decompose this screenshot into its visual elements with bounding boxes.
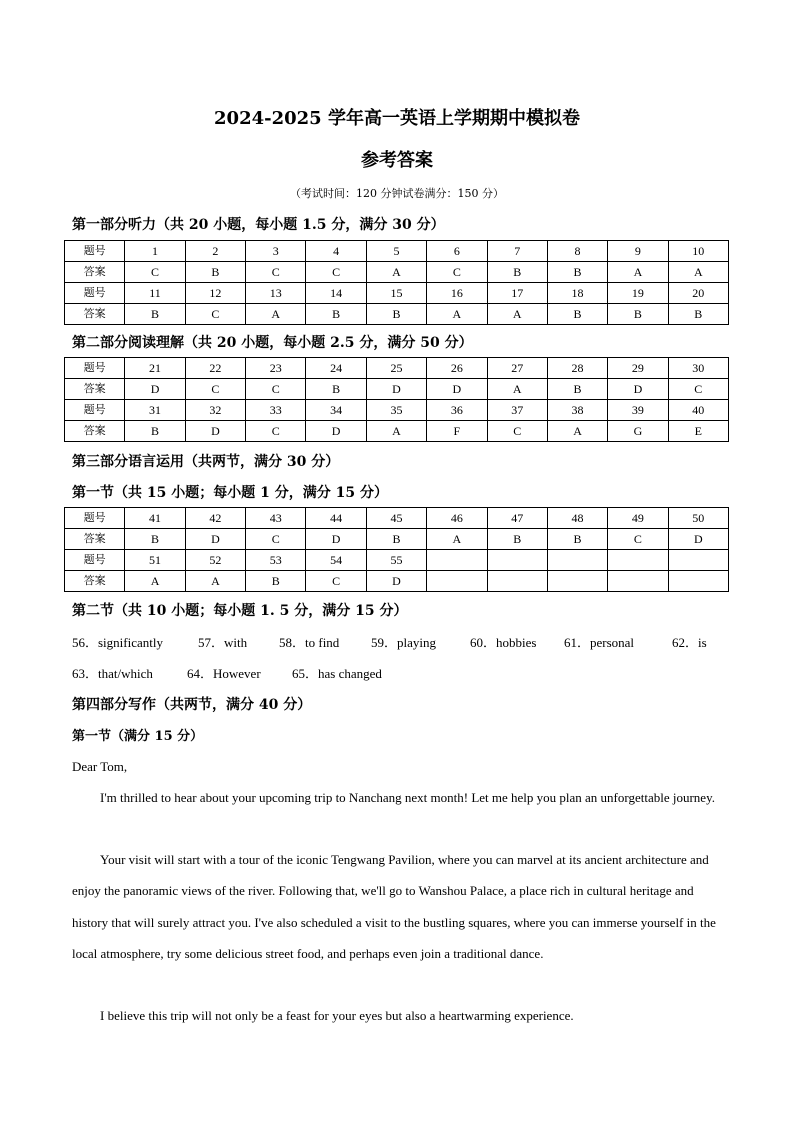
page-subtitle: 参考答案 [361,150,433,171]
answer-cell: F [427,421,487,442]
answer-cell: C [246,529,306,550]
part3-heading: 第三部分语言运用（共两节，满分 30 分） [72,454,340,470]
page-title: 2024-2025 学年高一英语上学期期中模拟卷 [214,108,580,129]
answer-cell: 38 [547,400,607,421]
answer-cell: E [668,421,728,442]
answer-cell: 15 [366,283,426,304]
answer-cell: 37 [487,400,547,421]
answer-cell: 31 [125,400,185,421]
answer-cell [427,550,487,571]
answer-cell: 53 [246,550,306,571]
answer-cell: 14 [306,283,366,304]
answer-cell: B [547,262,607,283]
answer-cell: A [366,262,426,283]
answer-cell: A [487,304,547,325]
table-row [65,304,729,325]
answer-cell [668,571,728,592]
table-row [65,262,729,283]
answer-cell: B [547,304,607,325]
part3-answer-table [64,507,729,592]
table-row [65,241,729,262]
row-label-cell: 题号 [65,283,125,304]
answer-cell [487,550,547,571]
answer-cell: 13 [246,283,306,304]
letter-paragraph: I'm thrilled to hear about your upcoming trip to Nanchang next month! Let me help you plan an unforgettable journey. [100,790,715,805]
answer-cell: 26 [427,358,487,379]
answer-cell [547,550,607,571]
answer-cell: 54 [306,550,366,571]
answer-cell: 22 [185,358,245,379]
answer-cell: D [125,379,185,400]
table-row [65,400,729,421]
table-row [65,358,729,379]
answer-cell: 10 [668,241,728,262]
answer-cell: 1 [125,241,185,262]
answer-cell: 29 [608,358,668,379]
answer-cell: 25 [366,358,426,379]
answer-cell: A [366,421,426,442]
part1-heading: 第一部分听力（共 20 小题，每小题 1.5 分，满分 30 分） [72,217,445,233]
answer-cell: B [366,304,426,325]
answer-cell: 11 [125,283,185,304]
part4-heading: 第四部分写作（共两节，满分 40 分） [72,697,312,713]
answer-cell: 2 [185,241,245,262]
letter-paragraph: I believe this trip will not only be a feast for your eyes but also a heartwarming experience. [100,1008,574,1023]
answer-cell: 27 [487,358,547,379]
answer-cell: 9 [608,241,668,262]
answer-cell: 43 [246,508,306,529]
answer-cell: 19 [608,283,668,304]
answer-cell: B [487,529,547,550]
row-label-cell: 答案 [65,421,125,442]
answer-cell: 12 [185,283,245,304]
answer-cell: 40 [668,400,728,421]
answer-cell: A [185,571,245,592]
answer-cell: 23 [246,358,306,379]
answer-cell: 44 [306,508,366,529]
answer-cell: D [366,571,426,592]
answer-cell: B [185,262,245,283]
fill-answer: 62．is [672,635,707,650]
row-label-cell: 题号 [65,400,125,421]
answer-cell: B [306,379,366,400]
answer-cell: A [487,379,547,400]
answer-cell: B [366,529,426,550]
row-label-cell: 答案 [65,304,125,325]
answer-cell: 18 [547,283,607,304]
part3-section1-heading: 第一节（共 15 小题；每小题 1 分，满分 15 分） [72,485,388,501]
answer-cell: 17 [487,283,547,304]
table-row [65,529,729,550]
answer-cell: 52 [185,550,245,571]
answer-cell: B [668,304,728,325]
answer-cell [608,571,668,592]
answer-cell: B [125,421,185,442]
answer-cell: 34 [306,400,366,421]
answer-cell: 6 [427,241,487,262]
row-label-cell: 题号 [65,358,125,379]
answer-cell: A [427,529,487,550]
answer-cell: 36 [427,400,487,421]
answer-cell: C [185,304,245,325]
answer-cell: C [185,379,245,400]
answer-cell: 8 [547,241,607,262]
fill-answer: 57．with [198,635,248,650]
answer-cell: C [306,262,366,283]
row-label-cell: 答案 [65,571,125,592]
answer-cell: 5 [366,241,426,262]
answer-cell [668,550,728,571]
answer-cell: C [246,262,306,283]
answer-cell: 33 [246,400,306,421]
answer-cell: A [547,421,607,442]
fill-answer: 58．to find [279,635,340,650]
answer-cell: D [185,529,245,550]
answer-cell: 51 [125,550,185,571]
row-label-cell: 答案 [65,379,125,400]
part2-answer-table [64,357,729,442]
fill-answer: 56．significantly [72,635,163,650]
answer-cell: 32 [185,400,245,421]
answer-cell: 16 [427,283,487,304]
answer-cell: 20 [668,283,728,304]
answer-cell: D [427,379,487,400]
answer-cell: 28 [547,358,607,379]
table-row [65,421,729,442]
answer-cell: A [427,304,487,325]
answer-cell: B [125,304,185,325]
row-label-cell: 答案 [65,262,125,283]
answer-cell: D [185,421,245,442]
table-row [65,379,729,400]
answer-cell: 3 [246,241,306,262]
answer-cell: 21 [125,358,185,379]
answer-cell: C [125,262,185,283]
table-row [65,508,729,529]
row-label-cell: 题号 [65,550,125,571]
answer-cell: C [668,379,728,400]
answer-cell: 47 [487,508,547,529]
answer-cell: C [487,421,547,442]
answer-cell: C [246,379,306,400]
part4-section1-heading: 第一节（满分 15 分） [72,729,204,744]
row-label-cell: 答案 [65,529,125,550]
answer-cell: A [125,571,185,592]
answer-cell: 30 [668,358,728,379]
answer-cell: B [306,304,366,325]
exam-note: （考试时间：120 分钟试卷满分：150 分） [290,187,504,200]
answer-cell: C [608,529,668,550]
fill-answer: 63．that/which [72,666,153,681]
answer-cell: 42 [185,508,245,529]
answer-cell: A [246,304,306,325]
part2-heading: 第二部分阅读理解（共 20 小题，每小题 2.5 分，满分 50 分） [72,335,473,351]
table-row [65,571,729,592]
answer-cell: A [608,262,668,283]
answer-cell: D [608,379,668,400]
answer-cell: 7 [487,241,547,262]
answer-cell [547,571,607,592]
answer-cell: D [306,529,366,550]
answer-cell: 4 [306,241,366,262]
answer-cell: 46 [427,508,487,529]
answer-cell: B [547,379,607,400]
answer-cell: A [668,262,728,283]
answer-cell: B [547,529,607,550]
answer-cell: B [487,262,547,283]
answer-cell: 45 [366,508,426,529]
answer-cell: G [608,421,668,442]
answer-cell [427,571,487,592]
answer-cell: D [668,529,728,550]
answer-cell: 55 [366,550,426,571]
answer-cell: 24 [306,358,366,379]
fill-answer: 64．However [187,666,261,681]
answer-cell: 48 [547,508,607,529]
answer-cell: C [427,262,487,283]
answer-cell: C [306,571,366,592]
answer-cell [487,571,547,592]
answer-cell: C [246,421,306,442]
letter-paragraph: Your visit will start with a tour of the iconic Tengwang Pavilion, where you can marvel at its ancient architecture and enjoy the panoramic views of the river. Following that, we'll go to Wanshou Palace, a place rich in cultural heritage and history that will surely attract you. I've also scheduled a visit to the bustling squares, where you can immerse yourself in the local atmosphere, try some delicious street food, and perhaps even join a traditional dance. [72,852,716,961]
row-label-cell: 题号 [65,508,125,529]
answer-cell: 39 [608,400,668,421]
answer-cell: D [306,421,366,442]
answer-cell: 35 [366,400,426,421]
answer-cell: B [608,304,668,325]
part3-section2-heading: 第二节（共 10 小题；每小题 1. 5 分，满分 15 分） [72,603,408,619]
row-label-cell: 题号 [65,241,125,262]
table-row [65,283,729,304]
answer-cell: B [246,571,306,592]
part1-answer-table [64,240,729,325]
fill-answer: 65．has changed [292,666,382,681]
table-row [65,550,729,571]
answer-cell [608,550,668,571]
fill-answer: 60．hobbies [470,635,537,650]
answer-cell: 41 [125,508,185,529]
letter-salutation: Dear Tom, [72,759,128,774]
answer-cell: 50 [668,508,728,529]
answer-cell: B [125,529,185,550]
answer-cell: 49 [608,508,668,529]
fill-answer: 61．personal [564,635,635,650]
answer-cell: D [366,379,426,400]
fill-answer: 59．playing [371,635,436,650]
